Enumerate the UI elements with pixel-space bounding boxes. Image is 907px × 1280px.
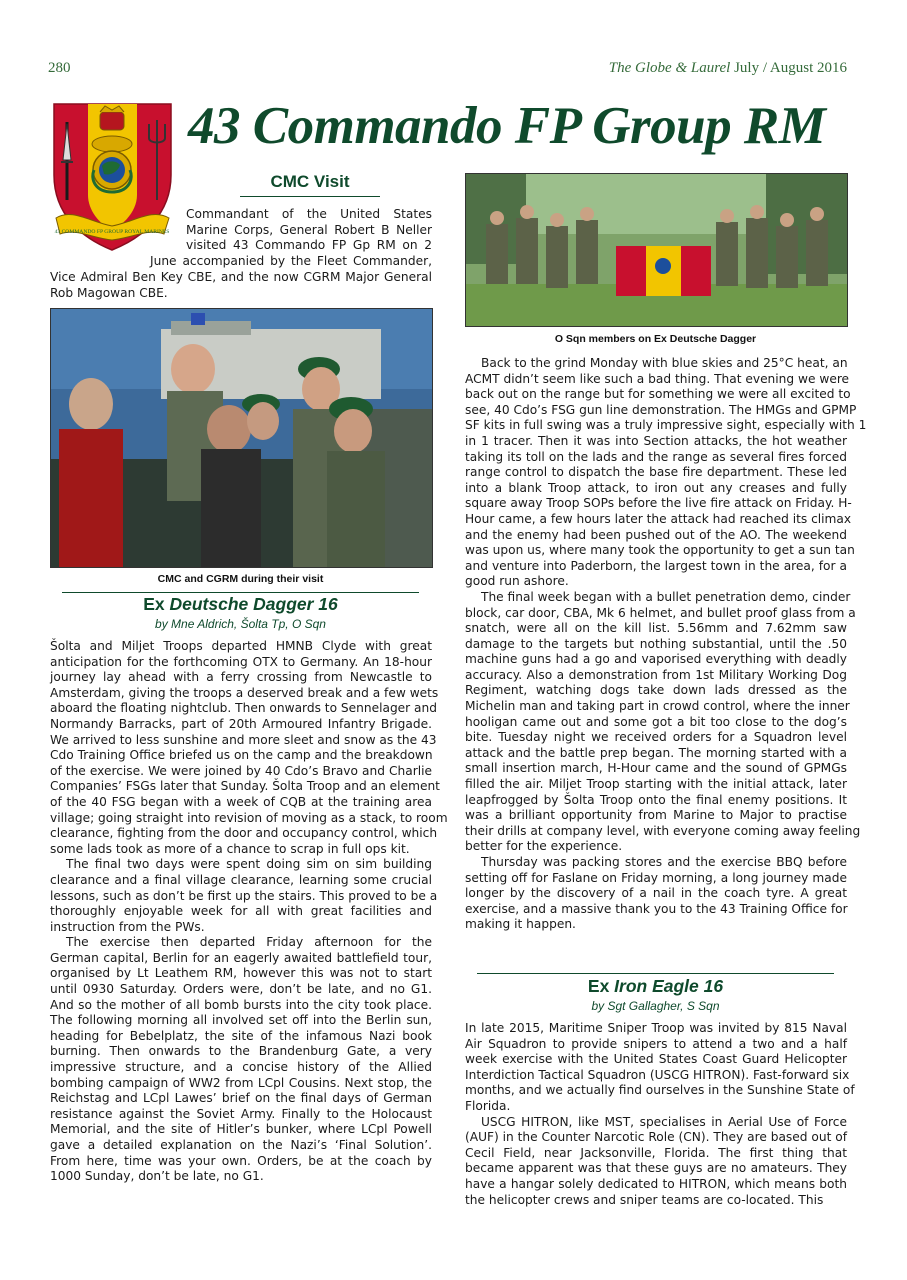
text-line: until 0930 Saturday. Orders were, don’t be late, and no G1. [50, 982, 432, 997]
text-line: clearance and a final village clearance, learning some crucial [50, 872, 432, 887]
page-number: 280 [48, 60, 71, 76]
text-line: was upon us, where many took the opportunity to get a sun tan [465, 543, 855, 558]
text-line: back out on the range but for something we were all excited to [465, 387, 851, 402]
publication-header [609, 60, 847, 77]
text-line: (AUF) in the Counter Narcotic Role (CN). They are based out of [465, 1130, 847, 1145]
text-line: months, and we actually find ourselves in the Sunshine State of [465, 1083, 855, 1098]
text-line: bite. Tuesday night we received orders for a Squadron level [465, 730, 847, 745]
text-line: some lads took as more of a chance to scrap in full ops kit. [50, 841, 410, 856]
text-line: The following morning all involved set off into the Berlin sun, [50, 1013, 432, 1028]
text-line: better for the experience. [465, 839, 623, 854]
eagle-byline: by Sgt Gallagher, S Sqn [591, 999, 720, 1013]
text-line: German capital, Berlin for an eagerly awaited battlefield tour, [50, 950, 432, 965]
text-line: setting off for Faslane on Friday morning, a long journey made [465, 870, 847, 885]
text-line: block, car door, CBA, Mk 6 helmet, and bullet proof glass from a [465, 605, 856, 620]
text-line: have a hangar solely dedicated to HITRON, which means both [465, 1176, 847, 1191]
text-line: into a blank Troop attack, to iron out any creases and fully [465, 480, 847, 495]
cmc-text-mid [150, 254, 432, 270]
text-line: ACMT didn’t seem like such a bad thing. That evening we were [465, 371, 850, 386]
cmc-text-indented [186, 207, 432, 254]
text-line: instruction from the PWs. [50, 919, 205, 934]
text-line: In late 2015, Maritime Sniper Troop was invited by 815 Naval [465, 1021, 847, 1035]
text-line: longer by the discovery of a nail in the coach tyre. A great [465, 886, 847, 901]
text-line: clearance, fighting from the door and occupancy control, which [50, 826, 438, 841]
text-line: exercise, and a massive thank you to the 43 Training Office for [465, 901, 848, 916]
text-line: machine guns had a go and vaporised everything with deadly [465, 652, 847, 667]
text-line: Reichstag and LCpl Lawes’ brief on the final days of German [50, 1091, 432, 1106]
text-line: Marine Corps, General Robert B Neller [186, 222, 432, 237]
text-line: square away Troop SOPs before the live fire attack on Friday. H- [465, 496, 852, 511]
crest-image [50, 100, 175, 255]
text-line: Back to the grind Monday with blue skies and 25°C heat, an [481, 356, 848, 370]
text-line: visited 43 Commando FP Gp RM on 2 [186, 238, 432, 253]
text-line: leapfrogged by Šolta Troop onto the final enemy positions. It [465, 792, 847, 807]
text-line: From here, time was your own. Orders, be at the coach by [50, 1153, 432, 1168]
section-rule [477, 973, 834, 974]
text-line: And so the mother of all bomb bursts into the city took place. [50, 997, 432, 1012]
text-line: resistance against the Soviet Army. Finally to the Holocaust [50, 1106, 432, 1121]
text-line: became apparent was that these guys are no amateurs. They [465, 1161, 847, 1176]
text-line: journey lay ahead with a ferry crossing from Newcastle to [50, 670, 432, 685]
text-line: hooligan came out and some got a bit too close to the dog’s [465, 714, 847, 729]
text-line: the helicopter crews and sniper teams are co-located. This [465, 1192, 824, 1207]
text-line: damage to the targets but nothing substantial, until the .50 [465, 636, 847, 651]
text-line: organised by Lt Leathem RM, however this was not to start [50, 966, 432, 981]
text-line: accuracy. Also a demonstration from 1st Military Working Dog [465, 667, 847, 682]
eagle-heading [465, 976, 846, 997]
cmc-heading: CMC Visit [270, 172, 350, 191]
text-line: SF kits in full swing was a truly impressive sight, especially with 1 [465, 418, 867, 433]
text-line: and the enemy had been pushed out of the AO. The weekend [465, 527, 847, 542]
text-line: The exercise then departed Friday afternoon for the [66, 935, 432, 950]
text-line: burning. Then onwards to the Brandenburg Gate, a very [50, 1044, 432, 1059]
text-line: range control to dispatch the base fire department. These led [465, 465, 847, 480]
dagger-byline: by Mne Aldrich, Šolta Tp, O Sqn [155, 617, 326, 631]
o-sqn-photo-image [466, 174, 847, 326]
dagger-left-column [50, 639, 448, 1185]
dagger-heading-italic: Deutsche Dagger 16 [169, 594, 338, 614]
text-line: aboard the floating nightclub. Then onwards to Sennelager and [50, 701, 437, 716]
eagle-column [465, 1021, 855, 1208]
text-line: Thursday was packing stores and the exercise BBQ before [481, 855, 847, 869]
text-line: taking its toll on the lads and the range as several fires forced [465, 449, 847, 464]
text-line: impressive structure, and a concise history of the Allied [50, 1060, 432, 1075]
text-line: week exercise with the United States Coast Guard Helicopter [465, 1052, 847, 1067]
text-line: Regiment, watching dogs take down lads dressed as the [465, 683, 847, 698]
o-sqn-photo-caption: O Sqn members on Ex Deutsche Dagger [554, 333, 757, 345]
text-line: June accompanied by the Fleet Commander, [150, 254, 432, 268]
eagle-heading-prefix: Ex [587, 976, 615, 996]
crest-scroll-text: 43 COMMANDO FP GROUP ROYAL MARINES [54, 229, 170, 235]
text-line: Cdo Training Office briefed us on the camp and the breakdown [50, 748, 433, 763]
text-line: attack and the battle prep began. The morning started with a [465, 745, 847, 760]
dagger-heading-prefix: Ex [143, 594, 170, 614]
text-line: of the 40 FSG began with a week of CQB at the training area [50, 794, 432, 809]
text-line: their drills at company level, with everyone coming away feeling [465, 823, 861, 838]
eagle-heading-italic: Iron Eagle 16 [614, 976, 724, 996]
text-line: Michelin man and taking part in crowd control, where the inner [465, 699, 850, 714]
text-line: small insertion march, H-Hour came and the sound of GPMGs [465, 761, 847, 776]
text-line: see, 40 Cdo’s FSG gun line demonstration. The HMGs and GPMP [465, 402, 857, 417]
text-line: lessons, such as don’t be first up the stairs. This proved to be a [50, 888, 438, 903]
text-line: 1000 Sunday, don’t be late, no G1. [50, 1169, 264, 1184]
text-line: USCG HITRON, like MST, specialises in Aerial Use of Force [481, 1114, 847, 1129]
cmc-photo [50, 308, 433, 568]
dagger-heading [50, 594, 431, 615]
cmc-photo-caption: CMC and CGRM during their visit [157, 573, 324, 585]
text-line: Rob Magowan CBE. [50, 285, 168, 300]
text-line: Vice Admiral Ben Key CBE, and the now CGRM Major General [50, 270, 432, 284]
page-title: 43 Commando FP Group RM [188, 97, 826, 155]
text-line: Commandant of the United States [186, 207, 432, 221]
cmc-text-full [50, 270, 432, 301]
text-line: and venture into Paderborn, the largest town in the area, for a [465, 558, 847, 573]
text-line: Normandy Barracks, part of 20th Armoured Infantry Brigade. [50, 716, 432, 731]
text-line: gave a detailed explanation on the Nazi’s ‘Final Solution’. [50, 1138, 432, 1152]
text-line: The final week began with a bullet penetration demo, cinder [481, 589, 851, 604]
text-line: Interdiction Tactical Squadron (USCG HITRON). Fast-forward six [465, 1067, 850, 1082]
text-line: in 1 tracer. Then it was into Section attacks, the hot weather [465, 433, 847, 448]
text-line: Companies’ FSGs later that Sunday. Šolta Troop and an element [50, 779, 440, 794]
text-line: The final two days were spent doing sim on sim building [66, 857, 432, 872]
issue-date: July / August 2016 [734, 60, 847, 76]
text-line: Cecil Field, near Jacksonville, Florida. The first thing that [465, 1145, 847, 1160]
text-line: anticipation for the forthcoming OTX to Germany. An 18-hour [50, 654, 432, 669]
cmc-heading-rule [240, 196, 380, 197]
text-line: good run ashore. [465, 574, 569, 589]
text-line: We arrived to less sunshine and more sleet and snow as the 43 [50, 732, 437, 747]
text-line: Amsterdam, giving the troops a deserved break and a few wets [50, 685, 439, 700]
text-line: of the exercise. We were joined by 40 Cdo’s Bravo and Charlie [50, 763, 432, 778]
text-line: was a brilliant opportunity from Marine to Major to practise [465, 808, 847, 823]
text-line: Florida. [465, 1098, 511, 1113]
text-line: Šolta and Miljet Troops departed HMNB Clyde with great [50, 639, 432, 653]
text-line: village; going straight into revision of moving as a stack, to room [50, 810, 448, 825]
cmc-photo-image [51, 309, 432, 567]
text-line: making it happen. [465, 917, 576, 932]
o-sqn-photo [465, 173, 848, 327]
caption-rule [62, 592, 419, 593]
text-line: bombing campaign of WW2 from LCpl Cousins. Next stop, the [50, 1075, 432, 1090]
text-line: thoroughly enjoyable week for all with great facilities and [50, 904, 432, 919]
text-line: heading for Bebelplatz, the site of the infamous Nazi book [50, 1028, 432, 1043]
text-line: Memorial, and the site of Hitler’s bunker, where LCpl Powell [50, 1122, 432, 1137]
dagger-right-column [465, 356, 867, 933]
text-line: snatch, were all on the kill list. 5.56mm and 7.62mm saw [465, 621, 847, 636]
text-line: Hour came, a few hours later the attack had reached its climax [465, 511, 852, 526]
publication-name: The Globe & Laurel [608, 60, 731, 76]
text-line: filled the air. Miljet Troop starting with the initial attack, later [465, 777, 847, 792]
text-line: Air Squadron to provide snipers to attend a two and a half [465, 1036, 847, 1051]
